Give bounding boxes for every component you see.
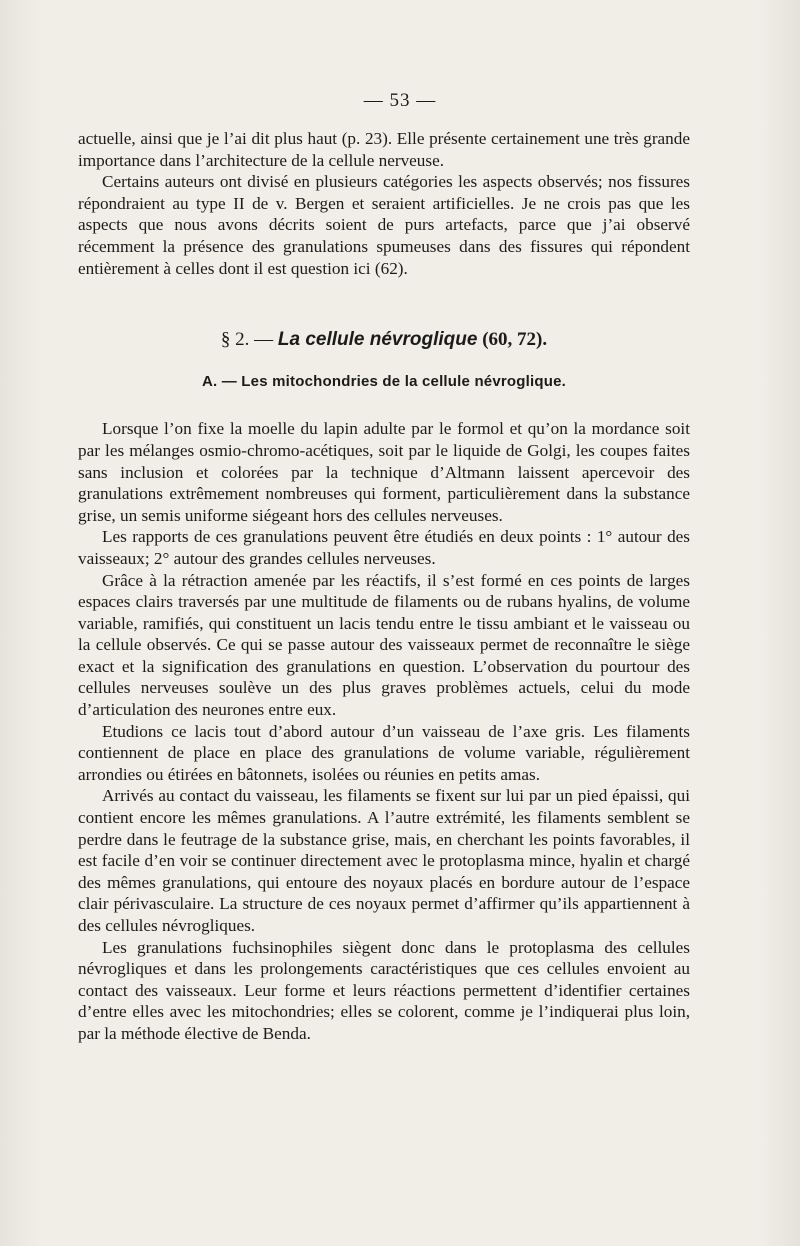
paragraph-4: Les rapports de ces granulations peuvent être étudiés en deux points : 1° autour des vaisseaux; 2° autour des grandes cellules nerveuses. — [78, 527, 690, 568]
section-refs: (60, 72). — [482, 329, 548, 351]
body-text — [78, 128, 690, 1045]
paragraph-8: Les granulations fuchsinophiles siègent donc dans le protoplasma des cellules névrogliques et dans les prolongements caractéristiques que ces cellules envoient au contact des vaisseaux. Leur forme et leurs réactions permettent d’identifier certaines d’entre elles avec les mitochondries; elles se colorent, comme je l’indiquerai plus loin, par la méthode élective de Benda. — [78, 937, 690, 1043]
paragraph-7: Arrivés au contact du vaisseau, les filaments se fixent sur lui par un pied épaissi, qui contient encore les mêmes granulations. A l’autre extrémité, les filaments semblent se perdre dans le feutrage de la substance grise, mais, en cherchant les points favorables, il est facile d’en voir se continuer directement avec le protoplasma mince, hyalin et chargé des mêmes granulations, qui entoure des noyaux placés en bordure autour de l’espace clair périvasculaire. La structure de ces noyaux permet d’affirmer qu’ils appartiennent à des cellules névrogliques. — [78, 786, 690, 935]
section-title: La cellule névroglique — [277, 329, 478, 351]
section-heading — [78, 329, 690, 351]
page-number: — 53 — — [363, 90, 437, 111]
paragraph-6: Etudions ce lacis tout d’abord autour d’un vaisseau de l’axe gris. Les filaments contiennent de place en place des granulations de volume variable, régulièrement arrondies ou étirées en bâtonnets, isolées ou réunies en petits amas. — [78, 721, 690, 784]
subsection-heading: A. — Les mitochondries de la cellule névroglique. — [201, 372, 567, 390]
paragraph-3: Lorsque l’on fixe la moelle du lapin adulte par le formol et qu’on la mordance soit par les mélanges osmio-chromo-acétiques, soit par le liquide de Golgi, les coupes faites sans inclusion et colorées par la technique d’Altmann laissent apercevoir des granulations extrêmement nombreuses qui forment, particulièrement dans la substance grise, un semis uniforme siégeant hors des cellules nerveuses. — [78, 419, 690, 525]
paragraph-5: Grâce à la rétraction amenée par les réactifs, il s’est formé en ces points de larges espaces clairs traversés par une multitude de filaments ou de rubans hyalins, de volume variable, ramifiés, qui constituent un lacis tendu entre le tissu ambiant et le vaisseau ou la cellule observés. Ce qui se passe autour des vaisseaux permet de reconnaître le siège exact et la signification des granulations en question. L’observation du pourtour des cellules nerveuses soulève un des plus graves problèmes actuels, celui du mode d’articulation des neurones entre eux. — [78, 570, 690, 720]
paragraph-1: actuelle, ainsi que je l’ai dit plus haut (p. 23). Elle présente certainement une très grande importance dans l’architecture de la cellule nerveuse. — [78, 129, 690, 170]
paragraph-2: Certains auteurs ont divisé en plusieurs catégories les aspects observés; nos fissures répondraient au type II de v. Bergen et seraient artificielles. Je ne crois pas que les aspects que nous avons décrits soient de purs artefacts, parce que j’ai observé récemment la présence des granulations spumeuses dans des fissures qui répondent entièrement à celles dont il est question ici (62). — [78, 172, 690, 278]
section-number: § 2. — — [220, 329, 274, 351]
